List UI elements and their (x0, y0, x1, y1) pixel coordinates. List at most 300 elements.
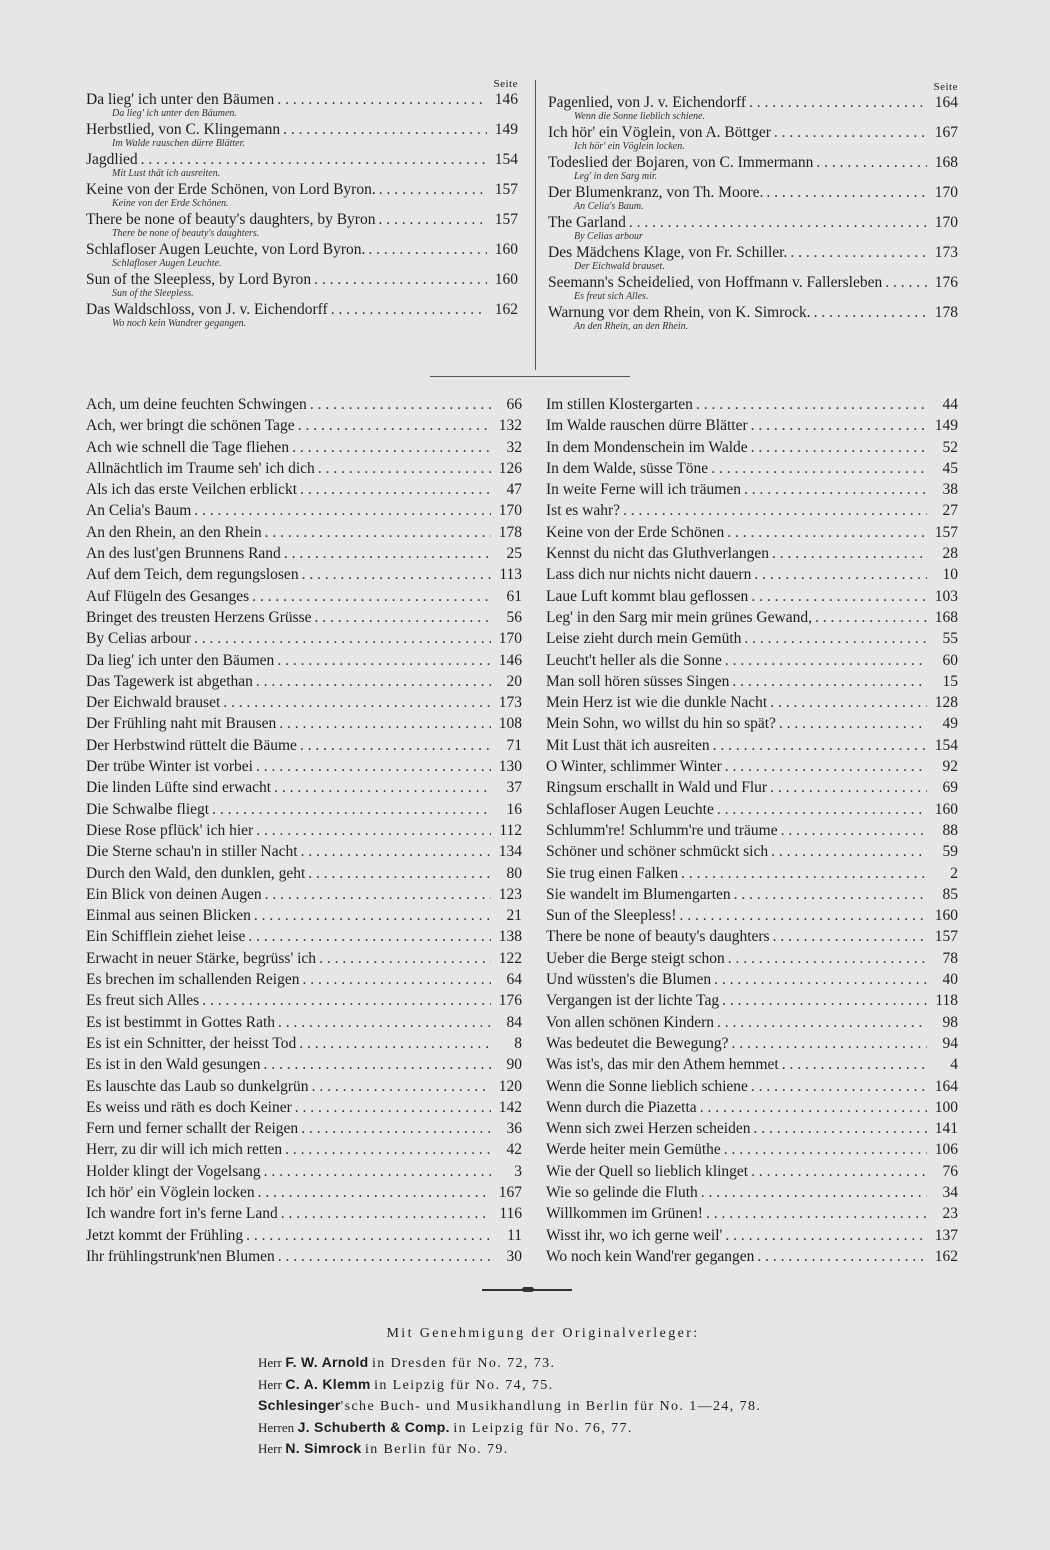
dot-leader (782, 1054, 927, 1075)
dot-leader (284, 543, 491, 564)
index-row (546, 415, 958, 436)
dot-leader (319, 948, 491, 969)
toc-entry-first-line: Mit Lust thät ich ausreiten. (112, 168, 221, 179)
dot-leader (379, 181, 487, 198)
index-title: Schöner und schöner schmückt sich (546, 843, 769, 861)
toc-entry-page: 160 (494, 241, 518, 258)
dot-leader (368, 241, 487, 258)
index-page: 78 (942, 949, 958, 967)
dot-leader (744, 628, 927, 649)
dot-leader (679, 905, 927, 926)
toc-entry (86, 151, 518, 179)
dot-leader (724, 1139, 927, 1160)
toc-entry-title: Des Mädchens Klage, von Fr. Schiller. (548, 244, 788, 261)
toc-entry-page: 157 (494, 181, 518, 198)
dot-leader (310, 394, 491, 415)
index-row (546, 1203, 958, 1224)
toc-entry-first-line: Im Walde rauschen dürre Blätter. (112, 138, 245, 149)
toc-entry-first-line: An Celia's Baum. (574, 201, 644, 212)
index-page: 154 (934, 736, 958, 754)
index-title: Ein Blick von deinen Augen (86, 885, 262, 903)
index-row (546, 692, 958, 713)
credit-line (258, 1352, 878, 1374)
index-row (546, 990, 958, 1011)
index-row (546, 479, 958, 500)
dot-leader (246, 1225, 491, 1246)
dot-leader (299, 1033, 491, 1054)
index-page: 21 (506, 907, 522, 925)
dot-leader (717, 799, 927, 820)
dot-leader (285, 1139, 491, 1160)
dot-leader (770, 777, 927, 798)
dot-leader (751, 1161, 927, 1182)
index-title: Von allen schönen Kindern (546, 1013, 715, 1031)
dot-leader (248, 926, 491, 947)
dot-leader (770, 692, 927, 713)
toc-entry-title: Jagdlied (86, 151, 138, 168)
index-page: 76 (942, 1162, 958, 1180)
index-title: In dem Mondenschein im Walde (546, 438, 748, 456)
dot-leader (202, 990, 491, 1011)
index-page: 8 (514, 1034, 522, 1052)
index-row (86, 671, 522, 692)
index-row (546, 735, 958, 756)
toc-entry-line (86, 271, 518, 288)
toc-entry-title: Warnung vor dem Rhein, von K. Simrock. (548, 304, 811, 321)
toc-entry-line (86, 301, 518, 318)
toc-entry-first-line: Es freut sich Alles. (574, 291, 649, 302)
seite-label-right: Seite (933, 81, 958, 93)
index-title: Ringsum erschallt in Wald und Flur (546, 779, 768, 797)
index-title: Es weiss und räth es doch Keiner (86, 1098, 292, 1116)
toc-entry (548, 184, 958, 212)
dot-leader (298, 415, 491, 436)
index-title: Im stillen Klostergarten (546, 396, 693, 413)
index-row (86, 713, 522, 734)
index-page: 132 (498, 417, 522, 435)
index-title: Ueber die Berge steigt schon (546, 949, 725, 967)
index-row (86, 586, 522, 607)
toc-entry-line (548, 124, 958, 141)
credit-line (258, 1374, 878, 1396)
dot-leader (292, 437, 491, 458)
toc-entry-line (548, 154, 958, 171)
index-row (86, 394, 522, 415)
index-title: Ach, wer bringt die schönen Tage (86, 417, 295, 435)
toc-entry-first-line: Der Eichwald brauset. (574, 261, 665, 272)
toc-entry-title: Seemann's Scheidelied, von Hoffmann v. Fallersleben (548, 274, 883, 291)
toc-entry-line (86, 181, 518, 198)
index-title: Man soll hören süsses Singen (546, 672, 730, 690)
index-page: 16 (506, 800, 522, 818)
toc-entry-title: Pagenlied, von J. v. Eichendorff (548, 94, 747, 111)
dot-leader (711, 458, 927, 479)
index-title: Werde heiter mein Gemüthe (546, 1141, 721, 1159)
toc-entry (548, 94, 958, 122)
dot-leader (706, 1203, 927, 1224)
index-page: 138 (498, 928, 522, 946)
column-divider (535, 80, 536, 370)
index-page: 141 (934, 1120, 958, 1138)
dot-leader (757, 1246, 927, 1267)
index-page: 49 (942, 715, 958, 733)
index-page: 40 (942, 971, 958, 989)
index-row (86, 1033, 522, 1054)
dot-leader (258, 1182, 491, 1203)
index-row (86, 777, 522, 798)
top-right-list (548, 94, 958, 332)
toc-entry-page: 162 (494, 301, 518, 318)
dot-leader (295, 1097, 491, 1118)
index-row (546, 1097, 958, 1118)
index-row (546, 458, 958, 479)
index-page: 128 (934, 694, 958, 712)
dot-leader (744, 479, 927, 500)
index-row (86, 1139, 522, 1160)
toc-entry-page: 170 (934, 214, 958, 231)
index-title: Es ist bestimmt in Gottes Rath (86, 1013, 276, 1031)
dot-leader (773, 926, 927, 947)
index-title: Fern und ferner schallt der Reigen (86, 1120, 299, 1138)
dot-leader (772, 543, 927, 564)
credit-line (258, 1438, 878, 1460)
credit-prefix: Herr (258, 1355, 282, 1370)
credit-details: 'sche Buch- und Musikhandlung in Berlin für No. 1—24, 78. (340, 1399, 762, 1414)
index-row (86, 905, 522, 926)
toc-entry (548, 124, 958, 152)
index-page: 160 (934, 907, 958, 925)
index-page: 173 (498, 694, 522, 712)
dot-leader (623, 500, 927, 521)
index-page: 37 (506, 779, 522, 797)
dot-leader (725, 756, 927, 777)
index-row (546, 1182, 958, 1203)
toc-entry (548, 214, 958, 242)
dot-leader (318, 458, 491, 479)
index-page: 92 (942, 758, 958, 776)
toc-entry-first-line: By Celias arbour (574, 231, 643, 242)
index-row (86, 863, 522, 884)
index-row (86, 841, 522, 862)
index-page: 122 (498, 949, 522, 967)
credits-heading: Mit Genehmigung der Originalverleger: (386, 1326, 700, 1341)
index-title: Ist es wahr? (546, 502, 621, 520)
index-page: 118 (935, 992, 958, 1010)
index-title: Die Schwalbe fliegt (86, 800, 210, 818)
index-title: Ach wie schnell die Tage fliehen (86, 438, 290, 456)
index-title: An des lust'gen Brunnens Rand (86, 545, 281, 563)
dot-leader (264, 1054, 491, 1075)
credit-line (258, 1417, 878, 1439)
dot-leader (696, 394, 927, 415)
dot-leader (281, 1203, 491, 1224)
dot-leader (714, 969, 927, 990)
dot-leader (749, 94, 927, 111)
toc-entry-line (86, 91, 518, 108)
dot-leader (815, 607, 927, 628)
index-page: 162 (934, 1247, 958, 1265)
dot-leader (301, 841, 491, 862)
index-page: 103 (934, 587, 958, 605)
index-row (546, 522, 958, 543)
credit-prefix: Herr (258, 1441, 282, 1456)
index-page: 106 (934, 1141, 958, 1159)
index-title: Schlafloser Augen Leuchte (546, 800, 714, 818)
index-title: Wie so gelinde die Fluth (546, 1183, 698, 1201)
toc-entry-line (548, 244, 958, 261)
index-row (546, 926, 958, 947)
index-page: 176 (498, 992, 522, 1010)
index-row (546, 650, 958, 671)
index-page: 59 (942, 843, 958, 861)
publisher-name: Schlesinger (258, 1397, 341, 1413)
toc-entry-first-line: Wo noch kein Wandrer gegangen. (112, 318, 247, 329)
index-row (546, 1246, 958, 1267)
dot-leader (725, 1225, 927, 1246)
toc-entry (86, 121, 518, 149)
index-row (546, 799, 958, 820)
dot-leader (278, 1012, 491, 1033)
index-title: Keine von der Erde Schönen (546, 523, 725, 541)
index-row (546, 841, 958, 862)
dot-leader (732, 1033, 927, 1054)
index-title: Jetzt kommt der Frühling (86, 1226, 244, 1244)
index-row (86, 1012, 522, 1033)
toc-entry (86, 91, 518, 119)
index-title: An Celia's Baum (86, 502, 192, 520)
index-title: Was ist's, das mir den Athem hemmet (546, 1056, 779, 1074)
index-title: Bringet des treusten Herzens Grüsse (86, 608, 312, 626)
toc-entry-first-line: Schlafloser Augen Leuchte. (112, 258, 222, 269)
index-title: Willkommen im Grünen! (546, 1205, 703, 1223)
index-title: Holder klingt der Vogelsang (86, 1162, 261, 1180)
index-row (546, 713, 958, 734)
index-title: Herr, zu dir will ich mich retten (86, 1141, 283, 1159)
index-title: Mein Sohn, wo willst du hin so spät? (546, 715, 776, 733)
index-page: 116 (499, 1205, 522, 1223)
dot-leader (278, 1246, 491, 1267)
index-title: Mit Lust thät ich ausreiten (546, 736, 710, 754)
toc-entry-page: 146 (494, 91, 518, 108)
index-title: Sie trug einen Falken (546, 864, 679, 882)
toc-entry-page: 167 (934, 124, 958, 141)
dot-leader (301, 1118, 491, 1139)
publisher-name: J. Schuberth & Comp. (297, 1418, 450, 1435)
index-title: Es ist in den Wald gesungen (86, 1056, 261, 1074)
dot-leader (713, 735, 927, 756)
index-page: 4 (950, 1056, 958, 1074)
index-title: Mein Herz ist wie die dunkle Nacht (546, 694, 768, 712)
toc-entry-page: 168 (934, 154, 958, 171)
index-page: 130 (498, 758, 522, 776)
index-row (86, 1076, 522, 1097)
index-title: Wie der Quell so lieblich klinget (546, 1162, 749, 1180)
toc-entry-title: Der Blumenkranz, von Th. Moore. (548, 184, 764, 201)
top-left-list (86, 91, 518, 329)
credit-line (258, 1395, 878, 1417)
index-title: Wenn durch die Piazetta (546, 1098, 697, 1116)
index-row (546, 564, 958, 585)
index-row (86, 1118, 522, 1139)
index-page: 15 (942, 672, 958, 690)
toc-entry-page: 176 (934, 274, 958, 291)
index-page: 112 (499, 821, 522, 839)
index-row (86, 990, 522, 1011)
toc-entry (86, 181, 518, 209)
index-row (86, 522, 522, 543)
index-page: 3 (514, 1162, 522, 1180)
toc-entry (548, 304, 958, 332)
index-title: In weite Ferne will ich träumen (546, 481, 741, 499)
toc-entry-title: Das Waldschloss, von J. v. Eichendorff (86, 301, 328, 318)
index-page: 157 (934, 523, 958, 541)
dot-leader (629, 214, 927, 231)
index-title: Die linden Lüfte sind erwacht (86, 779, 272, 797)
toc-entry (86, 301, 518, 329)
index-page: 170 (498, 502, 522, 520)
index-title: Der Eichwald brauset (86, 694, 221, 712)
dot-leader (790, 244, 927, 261)
toc-entry-line (548, 304, 958, 321)
toc-entry-page: 157 (494, 211, 518, 228)
index-row (86, 650, 522, 671)
index-row (546, 628, 958, 649)
dot-leader (315, 607, 491, 628)
dot-leader (751, 586, 927, 607)
dot-leader (279, 713, 491, 734)
dot-leader (302, 969, 491, 990)
index-title: Einmal aus seinen Blicken (86, 907, 251, 925)
index-row (86, 415, 522, 436)
toc-entry-line (86, 151, 518, 168)
index-title: Als ich das erste Veilchen erblickt (86, 481, 298, 499)
index-row (546, 756, 958, 777)
toc-entry-title: Ich hör' ein Vöglein, von A. Böttger (548, 124, 771, 141)
index-row (546, 884, 958, 905)
dot-leader (753, 1118, 927, 1139)
index-row (86, 628, 522, 649)
index-title: O Winter, schlimmer Winter (546, 758, 722, 776)
index-row (86, 458, 522, 479)
index-page: 27 (942, 502, 958, 520)
index-page: 94 (942, 1034, 958, 1052)
toc-entry-page: 173 (934, 244, 958, 261)
index-title: Erwacht in neuer Stärke, begrüss' ich (86, 949, 317, 967)
index-title: Im Walde rauschen dürre Blätter (546, 417, 748, 435)
dot-leader (274, 777, 491, 798)
dot-leader (751, 437, 927, 458)
toc-entry-first-line: Ich hör' ein Vöglein locken. (574, 141, 685, 152)
index-page: 134 (498, 843, 522, 861)
seite-label: Seite (493, 78, 518, 90)
index-page: 71 (506, 736, 522, 754)
index-page: 113 (499, 566, 522, 584)
index-title: Wenn sich zwei Herzen scheiden (546, 1120, 751, 1138)
toc-entry-title: There be none of beauty's daughters, by Byron (86, 211, 376, 228)
index-row (86, 564, 522, 585)
dot-leader (212, 799, 491, 820)
dot-leader (265, 884, 491, 905)
dot-leader (681, 863, 927, 884)
toc-entry (548, 244, 958, 272)
toc-entry-line (548, 274, 958, 291)
index-page: 142 (498, 1098, 522, 1116)
index-page: 30 (506, 1247, 522, 1265)
index-page: 178 (498, 523, 522, 541)
index-row (86, 479, 522, 500)
toc-entry-first-line: Leg' in den Sarg mir. (574, 171, 658, 182)
index-page: 123 (498, 885, 522, 903)
index-page: 10 (942, 566, 958, 584)
credit-prefix: Herr (258, 1376, 282, 1392)
index-title: Was bedeutet die Bewegung? (546, 1034, 729, 1052)
index-title: Der trübe Winter ist vorbei (86, 758, 253, 776)
index-title: Leise zieht durch mein Gemüth (546, 630, 742, 648)
index-page: 126 (498, 459, 522, 477)
dot-leader (751, 1076, 927, 1097)
index-page: 42 (506, 1141, 522, 1159)
index-page: 69 (942, 779, 958, 797)
index-title: Da lieg' ich unter den Bäumen (86, 651, 275, 669)
index-page: 2 (950, 864, 958, 882)
index-title: Es brechen im schallenden Reigen (86, 971, 300, 989)
credit-details: in Berlin für No. 79. (364, 1442, 509, 1457)
index-row (546, 543, 958, 564)
index-page: 149 (934, 417, 958, 435)
index-title: Wenn die Sonne lieblich schiene (546, 1077, 748, 1095)
index-row (86, 1225, 522, 1246)
index-row (86, 1203, 522, 1224)
index-title: Ein Schifflein ziehet leise (86, 928, 246, 946)
index-title: Kennst du nicht das Gluthverlangen (546, 545, 769, 563)
toc-entry-line (86, 241, 518, 258)
toc-entry-page: 170 (934, 184, 958, 201)
dot-leader (308, 863, 491, 884)
index-page: 28 (942, 545, 958, 563)
ornament-center (522, 1287, 534, 1292)
toc-entry (86, 241, 518, 269)
dot-leader (732, 671, 927, 692)
top-contents-right (548, 78, 958, 334)
toc-entry-first-line: Da lieg' ich unter den Bäumen. (112, 108, 237, 119)
index-title: Vergangen ist der lichte Tag (546, 992, 720, 1010)
index-page: 157 (934, 928, 958, 946)
toc-entry-first-line: Sun of the Sleepless. (112, 288, 194, 299)
index-title: Ich wandre fort in's ferne Land (86, 1205, 278, 1223)
index-page: 11 (507, 1226, 522, 1244)
dot-leader (331, 301, 487, 318)
toc-entry-line (548, 214, 958, 231)
index-title: Leg' in den Sarg mir mein grünes Gewand, (546, 608, 812, 626)
index-row (546, 671, 958, 692)
index-page: 85 (942, 885, 958, 903)
dot-leader (728, 948, 927, 969)
index-title: In dem Walde, süsse Töne (546, 459, 709, 477)
index-page: 64 (506, 971, 522, 989)
index-title: Lass dich nur nichts nicht dauern (546, 566, 752, 584)
dot-leader (300, 735, 491, 756)
index-row (86, 543, 522, 564)
dot-leader (312, 1076, 491, 1097)
index-title: Der Herbstwind rüttelt die Bäume (86, 736, 297, 754)
dot-leader (771, 841, 927, 862)
index-row (86, 607, 522, 628)
index-row (546, 820, 958, 841)
dot-leader (194, 628, 491, 649)
index-row (546, 1076, 958, 1097)
dot-leader (885, 274, 927, 291)
dot-leader (256, 820, 491, 841)
